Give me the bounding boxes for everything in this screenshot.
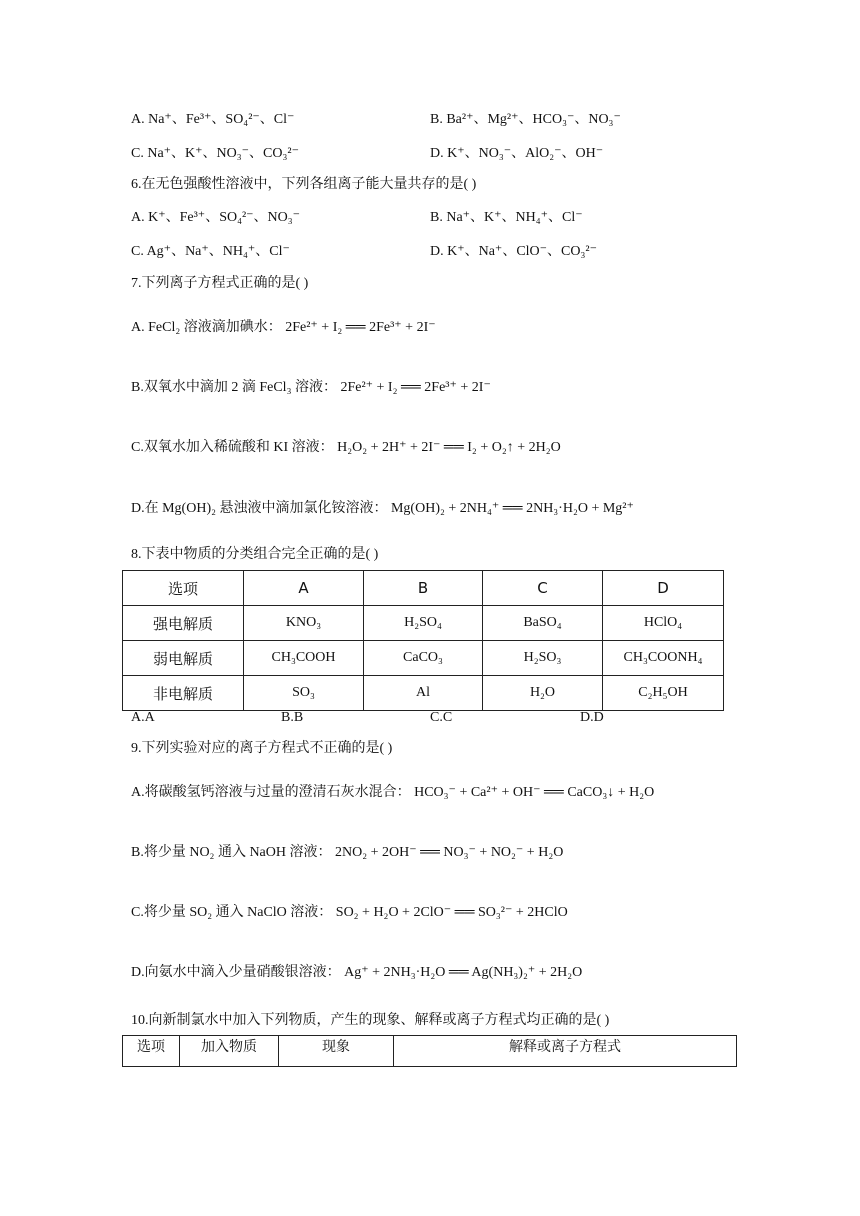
q8-option-b: B.B [281,710,304,725]
table-cell: SO₃ [244,676,364,711]
table-row [123,606,724,641]
q8-stem: 8.下表中物质的分类组合完全正确的是( ) [131,547,379,562]
table-header-row [123,1036,737,1067]
table-header-cell: C [483,571,603,606]
table-cell: 非电解质 [123,676,244,711]
q6-stem: 6.在无色强酸性溶液中，下列各组离子能大量共存的是( ) [131,177,477,192]
table-cell: 强电解质 [123,606,244,641]
q6-option-a: A. K⁺、Fe³⁺、SO₄²⁻、NO₃⁻ [131,210,301,225]
q8-table [122,570,724,711]
table-header-cell: 解释或离子方程式 [394,1036,737,1067]
q10-table [122,1035,737,1067]
table-row [123,676,724,711]
table-header-cell: A [244,571,364,606]
q5-option-b: B. Ba²⁺、Mg²⁺、HCO₃⁻、NO₃⁻ [430,112,621,127]
q5-option-a: A. Na⁺、Fe³⁺、SO₄²⁻、Cl⁻ [131,112,295,127]
table-cell: CaCO₃ [364,641,483,676]
table-cell: CH₃COOH [244,641,364,676]
q7-option-c: C.双氧水加入稀硫酸和 KI 溶液： H₂O₂ + 2H⁺ + 2I⁻ ══ I₂ + O₂↑ + 2H₂O [131,440,561,455]
q7-option-b: B.双氧水中滴加 2 滴 FeCl₃ 溶液： 2Fe²⁺ + I₂ ══ 2Fe³⁺ + 2I⁻ [131,380,491,395]
q10-stem: 10.向新制氯水中加入下列物质，产生的现象、解释或离子方程式均正确的是( ) [131,1013,610,1028]
q7-option-a: A. FeCl₂ 溶液滴加碘水： 2Fe²⁺ + I₂ ══ 2Fe³⁺ + 2I⁻ [131,320,436,335]
q6-option-b: B. Na⁺、K⁺、NH₄⁺、Cl⁻ [430,210,583,225]
q8-option-a: A.A [131,710,155,725]
table-cell: C₂H₅OH [603,676,724,711]
table-cell: H₂SO₃ [483,641,603,676]
table-cell: Al [364,676,483,711]
q5-option-d: D. K⁺、NO₃⁻、AlO₂⁻、OH⁻ [430,146,604,161]
table-header-cell: B [364,571,483,606]
table-cell: H₂O [483,676,603,711]
q7-option-d: D.在 Mg(OH)₂ 悬浊液中滴加氯化铵溶液： Mg(OH)₂ + 2NH₄⁺ ══ 2NH₃·H₂O + Mg²⁺ [131,501,634,516]
table-header-row [123,571,724,606]
q8-option-d: D.D [580,710,604,725]
q5-option-c: C. Na⁺、K⁺、NO₃⁻、CO₃²⁻ [131,146,299,161]
table-row [123,641,724,676]
table-cell: KNO₃ [244,606,364,641]
q9-option-c: C.将少量 SO₂ 通入 NaClO 溶液： SO₂ + H₂O + 2ClO⁻ ══ SO₃²⁻ + 2HClO [131,905,568,920]
table-header-cell: 选项 [123,1036,180,1067]
q9-stem: 9.下列实验对应的离子方程式不正确的是( ) [131,741,393,756]
table-cell: BaSO₄ [483,606,603,641]
q7-stem: 7.下列离子方程式正确的是( ) [131,276,309,291]
q6-option-d: D. K⁺、Na⁺、ClO⁻、CO₃²⁻ [430,244,597,259]
q6-option-c: C. Ag⁺、Na⁺、NH₄⁺、Cl⁻ [131,244,290,259]
table-header-cell: 选项 [123,571,244,606]
q9-option-b: B.将少量 NO₂ 通入 NaOH 溶液： 2NO₂ + 2OH⁻ ══ NO₃⁻ + NO₂⁻ + H₂O [131,845,564,860]
table-header-cell: 现象 [279,1036,394,1067]
table-header-cell: D [603,571,724,606]
q9-option-d: D.向氨水中滴入少量硝酸银溶液： Ag⁺ + 2NH₃·H₂O ══ Ag(NH₃)₂⁺ + 2H₂O [131,965,583,980]
table-cell: H₂SO₄ [364,606,483,641]
table-header-cell: 加入物质 [180,1036,279,1067]
table-cell: CH₃COONH₄ [603,641,724,676]
table-cell: 弱电解质 [123,641,244,676]
q9-option-a: A.将碳酸氢钙溶液与过量的澄清石灰水混合： HCO₃⁻ + Ca²⁺ + OH⁻ ══ CaCO₃↓ + H₂O [131,785,655,800]
table-cell: HClO₄ [603,606,724,641]
q8-option-c: C.C [430,710,453,725]
